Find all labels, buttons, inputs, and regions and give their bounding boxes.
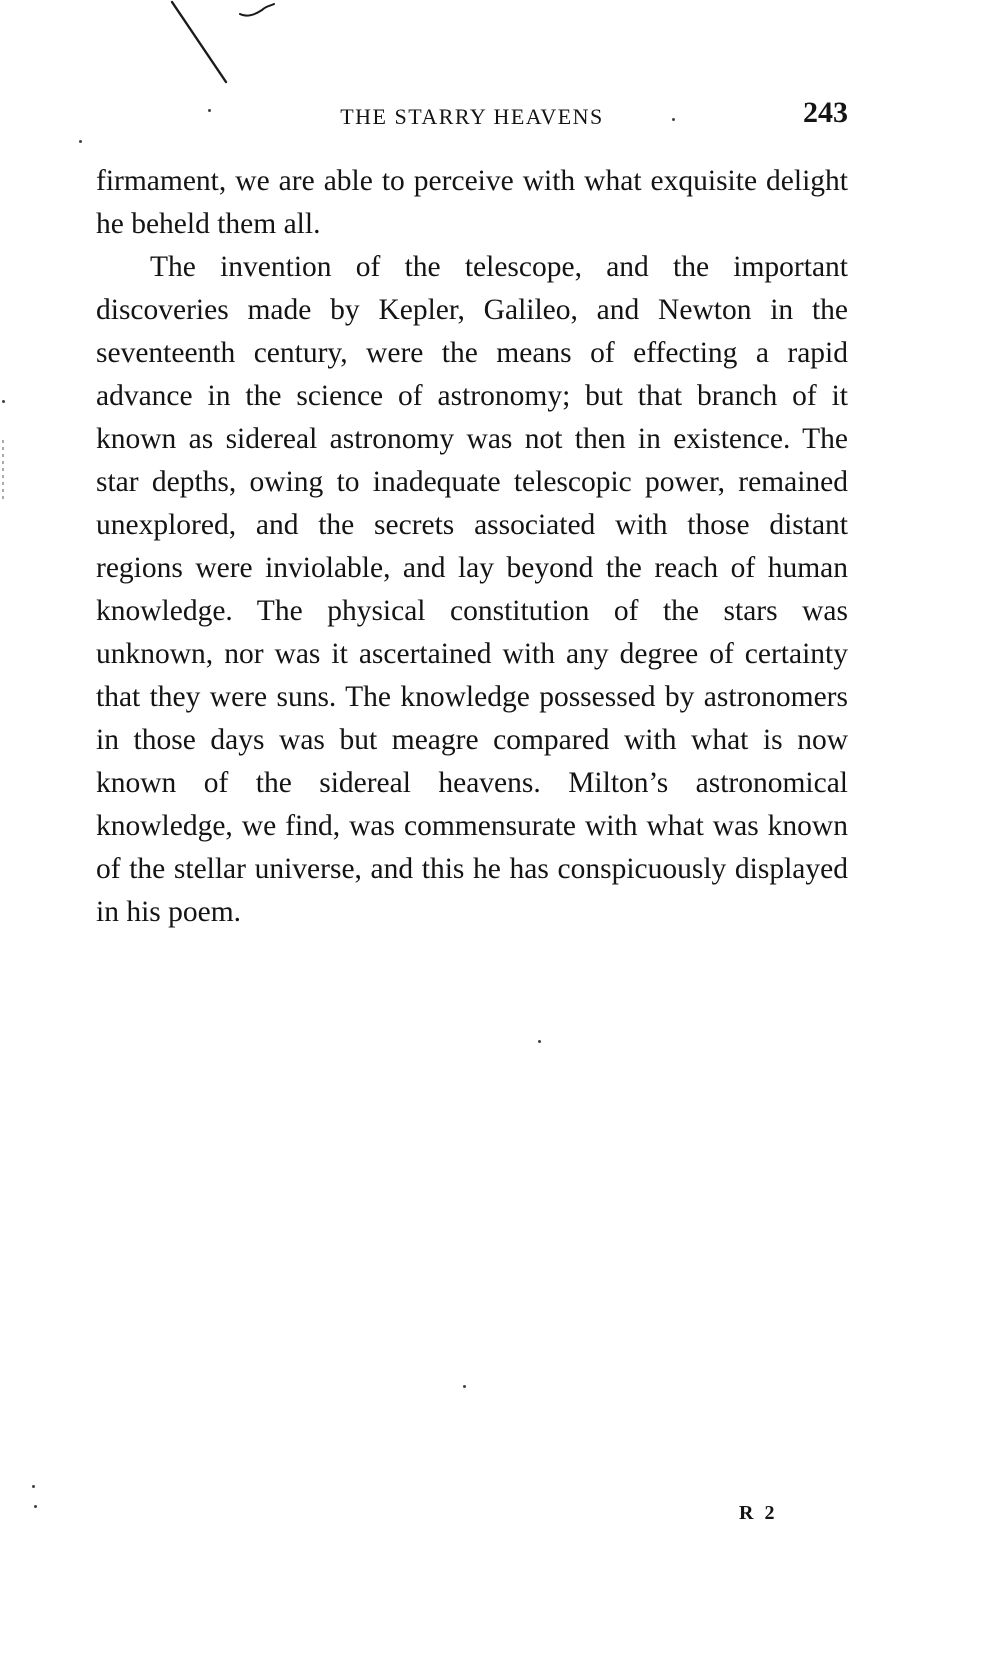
scan-speck [34, 1505, 37, 1508]
signature-mark: R 2 [739, 1502, 778, 1524]
left-margin-line [0, 0, 8, 560]
scan-speck [32, 1485, 35, 1488]
scan-speck [79, 140, 82, 143]
scan-speck [463, 1385, 466, 1388]
page-header [96, 96, 848, 136]
pen-mark-graphic [0, 0, 320, 100]
page-number: 243 [803, 96, 848, 129]
body-text [96, 160, 848, 934]
scan-speck [538, 1040, 541, 1043]
running-head: THE STARRY HEAVENS [340, 104, 604, 129]
paragraph-1: firmament, we are able to perceive with what exquisite delight he beheld them all. [96, 165, 848, 240]
paragraph-2: The invention of the telescope, and the important discoveries made by Kepler, Galileo, and Newton in the seventeenth century, were the means of effecting a rapid advance in the science of astronomy; but that branch of it known as sidereal astronomy was not then in existence. The star depths, owing to inadequate telescopic power, remained unexplored, and the secrets associated with those distant regions were inviolable, and lay beyond the reach of human knowledge. The physical constitution of the stars was unknown, nor was it ascertained with any degree of certainty that they were suns. The knowledge possessed by astronomers in those days was but meagre compared with what is now known of the sidereal heavens. Milton’s astronomical knowledge, we find, was commensurate with what was known of the stellar universe, and this he has conspicuously displayed in his poem. [96, 251, 848, 928]
